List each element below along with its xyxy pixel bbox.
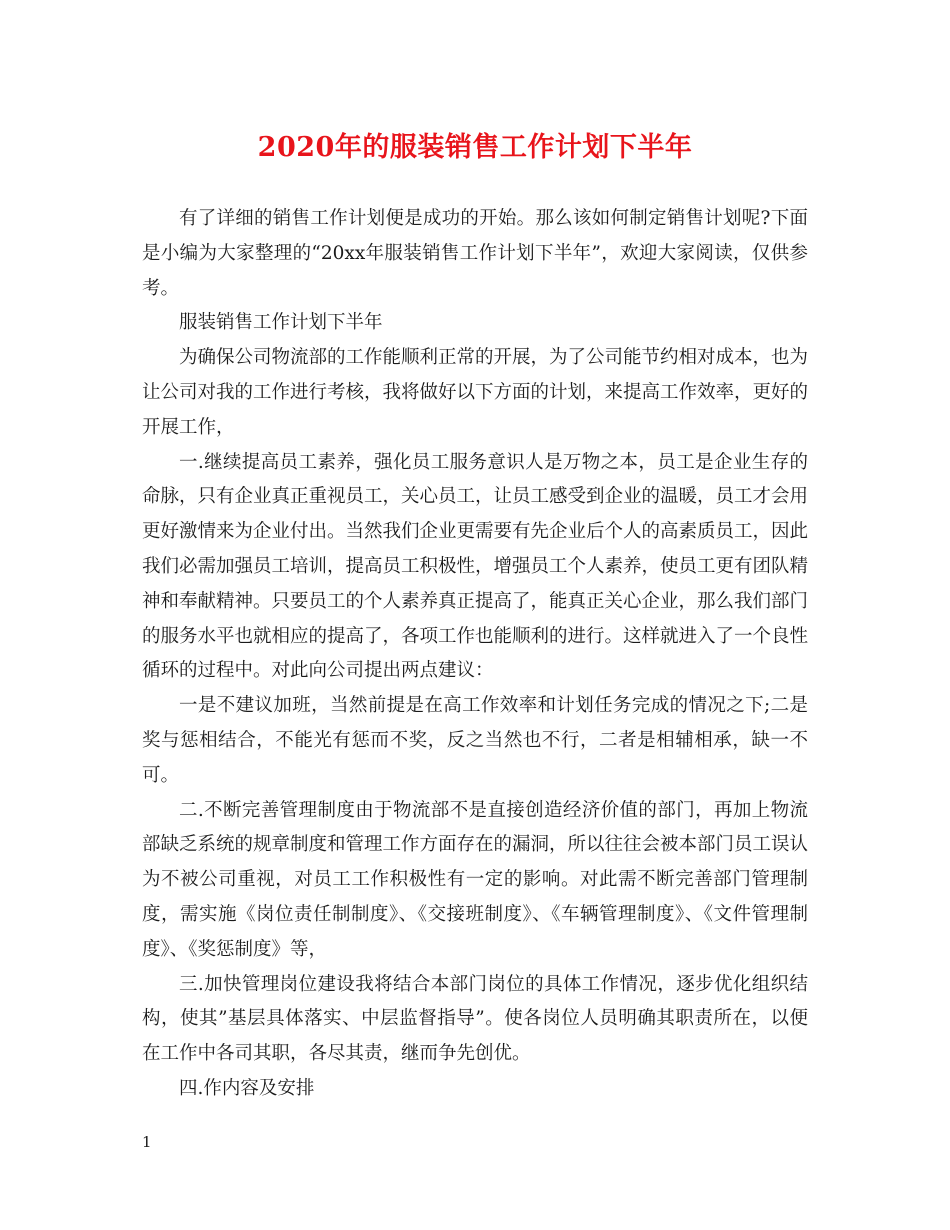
suggestions-paragraph: 一是不建议加班，当然前提是在高工作效率和计划任务完成的情况之下;二是奖与惩相结合，不能光有惩而不奖，反之当然也不行，二者是相辅相承，缺一不可。	[142, 695, 808, 786]
purpose-paragraph: 为确保公司物流部的工作能顺利正常的开展，为了公司能节约相对成本，也为让公司对我的工作进行考核，我将做好以下方面的计划，来提高工作效率，更好的开展工作，	[142, 347, 809, 438]
point-four-heading: 四.作内容及安排	[179, 1077, 315, 1099]
point-two-paragraph: 二.不断完善管理制度由于物流部不是直接创造经济价值的部门，再加上物流部缺乏系统的规章制度和管理工作方面存在的漏洞，所以往往会被本部门员工误认为不被公司重视，对员工工作积极性有一定的影响。对此需不断完善部门管理制度，需实施《岗位责任制制度》、《交接班制度》、《车辆管理制度》、《文件管理制度》、《奖惩制度》等，	[142, 799, 809, 960]
document-title: 2020年的服装销售工作计划下半年	[257, 132, 693, 163]
page-number: 1	[142, 1133, 152, 1151]
point-one-paragraph: 一.继续提高员工素养，强化员工服务意识人是万物之本，员工是企业生存的命脉，只有企业真正重视员工，关心员工，让员工感受到企业的温暖，员工才会用更好激情来为企业付出。当然我们企业更需要有先企业后个人的高素质员工，因此我们必需加强员工培训，提高员工积极性，增强员工个人素养，使员工更有团队精神和奉献精神。只要员工的个人素养真正提高了，能真正关心企业，那么我们部门的服务水平也就相应的提高了，各项工作也能顺利的进行。这样就进入了一个良性循环的过程中。对此向公司提出两点建议：	[142, 451, 809, 682]
document-body	[142, 202, 808, 1107]
intro-paragraph: 有了详细的销售工作计划便是成功的开始。那么该如何制定销售计划呢?下面是小编为大家整理的“20xx年服装销售工作计划下半年”，欢迎大家阅读，仅供参考。	[142, 208, 808, 299]
section-heading: 服装销售工作计划下半年	[179, 312, 383, 334]
point-three-paragraph: 三.加快管理岗位建设我将结合本部门岗位的具体工作情况，逐步优化组织结构，使其”基层具体落实、中层监督指导”。使各岗位人员明确其职责所在，以便在工作中各司其职，各尽其责，继而争先创优。	[142, 973, 808, 1065]
